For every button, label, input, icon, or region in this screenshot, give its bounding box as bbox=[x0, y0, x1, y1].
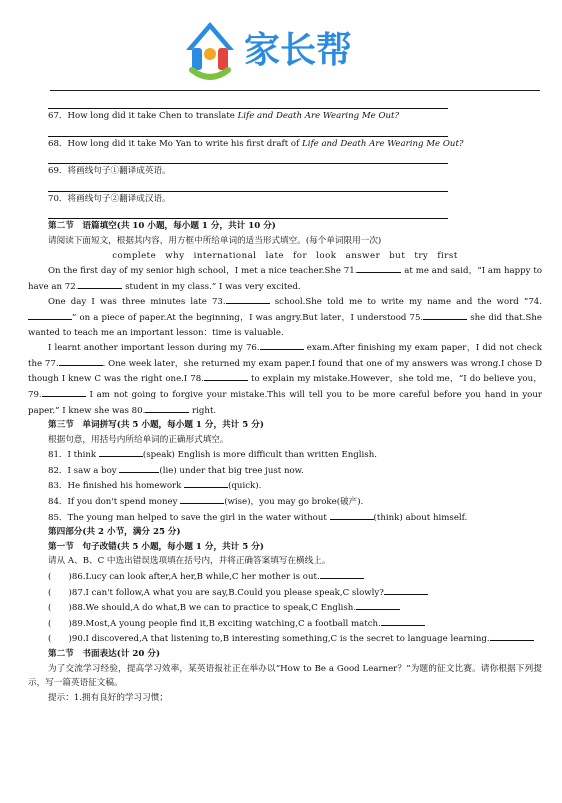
passage-paragraph: One day I was three minutes late 73. school.She told me to write my name and the word “74.” on a piece of paper.At the beginning，I was angry.But later，I understood 75. she did that.She wanted to teach me an important lesson：time is valuable. bbox=[28, 294, 542, 340]
word-box: complete why international late for look answer but try first bbox=[112, 250, 458, 261]
section-title: 第一节 句子改错(共 5 小题，每小题 1 分，共计 5 分) bbox=[48, 541, 264, 552]
section-instruction: 请阅读下面短文，根据其内容，用方框中所给单词的适当形式填空。(每个单词限用一次) bbox=[48, 235, 382, 246]
correction-item: ( )90.I discovered,A that listening to,B interesting something,C is the secret to language learning. bbox=[28, 631, 542, 647]
correction-item: ( )89.Most,A young people find it,B exciting watching,C a football match. bbox=[28, 616, 542, 632]
question-69: 69．将画线句子①翻译成英语。 bbox=[48, 166, 171, 177]
correction-item: ( )87.I can't follow,A what you are say,B.Could you please speak,C slowly? bbox=[28, 585, 542, 601]
correction-item: ( )88.We should,A do what,B we can to practice to speak,C English. bbox=[28, 600, 542, 616]
answer-line bbox=[48, 179, 448, 192]
section-title: 第三节 单词拼写(共 5 小题，每小题 1 分，共计 5 分) bbox=[48, 420, 264, 431]
exam-content bbox=[28, 96, 542, 705]
question-68: 68．How long did it take Mo Yan to write his first draft of Life and Death Are Wearing Me Out? bbox=[48, 138, 464, 149]
answer-line bbox=[48, 96, 448, 109]
header-divider bbox=[50, 90, 540, 91]
house-icon bbox=[186, 22, 234, 77]
section-instruction: 根据句意，用括号内所给单词的正确形式填空。 bbox=[48, 434, 229, 445]
brand-name: 家长帮 bbox=[244, 30, 353, 71]
correction-item: ( )86.Lucy can look after,A her,B while,C her mother is out. bbox=[28, 569, 542, 585]
answer-line bbox=[48, 124, 448, 137]
page-header bbox=[0, 0, 562, 92]
section-instruction: 请从 A、B、C 中选出错误选项填在括号内，并将正确答案填写在横线上。 bbox=[48, 556, 331, 567]
question-70: 70．将画线句子②翻译成汉语。 bbox=[48, 193, 171, 204]
brand-logo bbox=[178, 10, 388, 82]
passage-paragraph: I learnt another important lesson during my 76. exam.After finishing my exam paper，I did not check the 77. . One week later，she returned my exam paper.I found that one of my answers was wrong.I chose D though I knew C was the right one.I 78. to explain my mistake.However，she told me，“I do believe you，79. I am not going to forgive your mistake.This will tell you to be more careful before you hand in your paper.” I knew she was 80. right. bbox=[28, 340, 542, 418]
spelling-item: 83．He finished his homework (quick). bbox=[28, 478, 542, 494]
section-title: 第二节 书面表达(计 20 分) bbox=[48, 649, 161, 659]
passage-paragraph: On the first day of my senior high school，I met a nice teacher.She 71. at me and said，“I am happy to have an 72. student in my class.” I was very excited. bbox=[28, 263, 542, 294]
spelling-item: 81．I think (speak) English is more difficult than written English. bbox=[28, 447, 542, 463]
part-title: 第四部分(共 2 小节，满分 25 分) bbox=[48, 527, 181, 538]
spelling-item: 82．I saw a boy (lie) under that big tree just now. bbox=[28, 463, 542, 479]
writing-instruction: 为了交流学习经验，提高学习效率，某英语报社正在举办以“How to Be a Good Learner？”为题的征文比赛。请你根据下列提示，写一篇英语征文稿。 bbox=[28, 663, 542, 689]
question-67: 67．How long did it take Chen to translate Life and Death Are Wearing Me Out? bbox=[48, 111, 400, 121]
spelling-item: 85．The young man helped to save the girl in the water without (think) about himself. bbox=[28, 510, 542, 526]
answer-line bbox=[48, 206, 448, 219]
spelling-item: 84．If you don't spend money (wise)，you may go broke(破产). bbox=[28, 494, 542, 510]
writing-hint: 提示：1.拥有良好的学习习惯； bbox=[48, 692, 168, 703]
section-title: 第二节 语篇填空(共 10 小题，每小题 1 分，共计 10 分) bbox=[48, 221, 276, 232]
answer-line bbox=[48, 151, 448, 164]
